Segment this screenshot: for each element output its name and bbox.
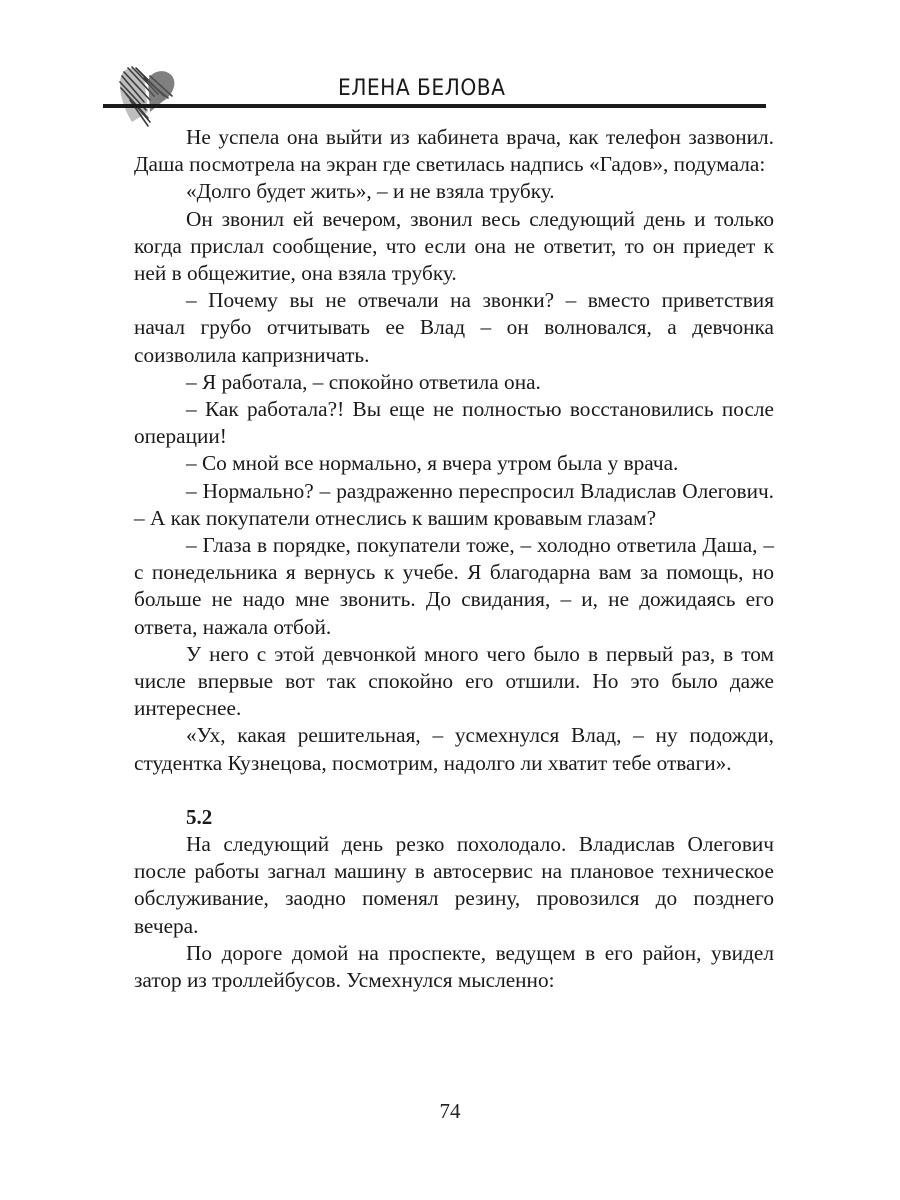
paragraph: По дороге домой на проспекте, ведущем в его район, увидел затор из троллейбусов. Усмехнулся мысленно: <box>134 940 774 993</box>
paragraph: – Нормально? – раздраженно переспросил Владислав Олегович. – А как покупатели отнеслись к вашим кровавым глазам? <box>134 478 774 530</box>
paragraph: У него с этой девчонкой много чего было в первый раз, в том числе впервые вот так спокойно его отшили. Но это было даже интереснее. <box>134 641 774 721</box>
paragraph: «Долго будет жить», – и не взяла трубку. <box>186 179 555 204</box>
author-name: ЕЛЕНА БЕЛОВА <box>338 76 506 101</box>
section-heading: 5.2 <box>186 804 213 829</box>
running-header <box>100 60 766 120</box>
paragraph: «Ух, какая решительная, – усмехнулся Влад, – ну подожди, студентка Кузнецова, посмотрим, надолго ли хватит тебе отваги». <box>134 723 774 775</box>
paragraph: – Почему вы не отвечали на звонки? – вместо приветствия начал грубо отчитывать ее Влад – он волновался, а девчонка соизволила капризничать. <box>134 288 774 367</box>
paragraph: Он звонил ей вечером, звонил весь следующий день и только когда прислал сообщение, что если она не ответит, то он приедет к ней в общежитие, она взяла трубку. <box>134 206 774 286</box>
header-rule <box>103 104 766 108</box>
paragraph: – Как работала?! Вы еще не полностью восстановились после операции! <box>134 397 774 449</box>
page-body <box>134 124 774 994</box>
page-number: 74 <box>439 1099 461 1123</box>
paragraph: На следующий день резко похолодало. Владислав Олегович после работы загнал машину в автосервис на плановое техническое обслуживание, заодно поменял резину, провозился до позднего вечера. <box>134 832 774 938</box>
heart-scribble-icon <box>114 62 184 128</box>
paragraph: – Со мной все нормально, я вчера утром была у врача. <box>186 451 679 476</box>
paragraph: – Глаза в порядке, покупатели тоже, – холодно ответила Даша, – с понедельника я вернусь к учебе. Я благодарна вам за помощь, но больше не надо мне звонить. До свидания, – и, не дожидаясь его ответа, нажала отбой. <box>134 533 774 639</box>
paragraph: Не успела она выйти из кабинета врача, как телефон зазвонил. Даша посмотрела на экран где светилась надпись «Гадов», подумала: <box>134 125 774 177</box>
paragraph: – Я работала, – спокойно ответила она. <box>186 369 541 394</box>
